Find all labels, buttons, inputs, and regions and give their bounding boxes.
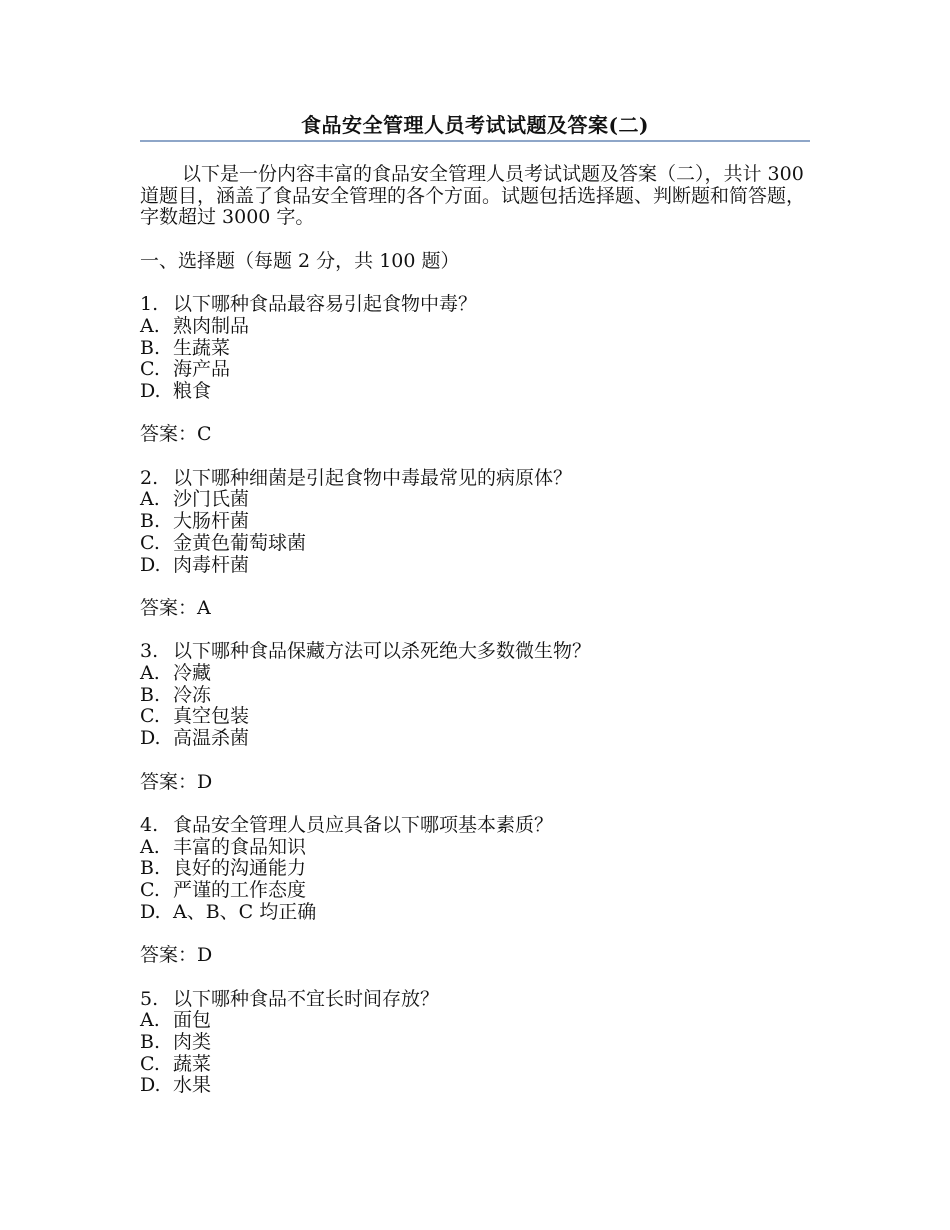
- option-list: [140, 663, 810, 750]
- option-text: 粮食: [173, 380, 212, 402]
- option-letter: A.: [140, 662, 160, 685]
- option-text: 冷藏: [173, 662, 212, 685]
- option-letter: A.: [140, 488, 160, 511]
- option-text: 金黄色葡萄球菌: [173, 531, 307, 554]
- answer-label: 答案：: [140, 770, 198, 793]
- option-item: [140, 511, 810, 533]
- option-letter: D.: [140, 1074, 161, 1097]
- option-item: [140, 706, 810, 728]
- question-number: 5.: [140, 987, 159, 1010]
- title-underline: [140, 140, 810, 142]
- option-letter: B.: [140, 510, 161, 533]
- question-text: 以下哪种细菌是引起食物中毒最常见的病原体？: [173, 466, 573, 489]
- option-letter: C.: [140, 879, 160, 902]
- option-text: 生蔬菜: [173, 336, 231, 359]
- option-letter: C.: [140, 531, 160, 554]
- section-heading: 一、选择题（每题 2 分，共 100 题）: [140, 249, 460, 272]
- option-item: [140, 837, 810, 859]
- option-item: [140, 728, 810, 750]
- answer-value: D: [197, 944, 213, 967]
- question-item: [140, 815, 810, 967]
- option-letter: D.: [140, 900, 161, 923]
- question-item: [140, 468, 810, 620]
- question-stem: [140, 641, 810, 663]
- question-number: 4.: [140, 813, 159, 836]
- option-item: [140, 316, 810, 338]
- option-letter: C.: [140, 358, 160, 381]
- option-text: 高温杀菌: [173, 727, 250, 750]
- option-item: [140, 489, 810, 511]
- answer-label: 答案：: [140, 596, 198, 619]
- option-item: [140, 858, 810, 880]
- option-list: [140, 316, 810, 403]
- page-title: 食品安全管理人员考试试题及答案(二): [301, 113, 649, 137]
- option-item: [140, 381, 810, 403]
- option-item: [140, 359, 810, 381]
- answer-line: [140, 598, 810, 620]
- option-text: 面包: [173, 1009, 212, 1032]
- answer-label: 答案：: [140, 423, 198, 446]
- answer-value: D: [197, 770, 213, 793]
- option-text: 海产品: [173, 358, 231, 381]
- option-item: [140, 880, 810, 902]
- question-stem: [140, 468, 810, 490]
- option-letter: B.: [140, 683, 161, 706]
- option-text: 肉毒杆菌: [173, 553, 250, 576]
- option-text: 良好的沟通能力: [173, 857, 307, 880]
- option-letter: A.: [140, 314, 160, 337]
- option-letter: B.: [140, 336, 161, 359]
- question-text: 以下哪种食品保藏方法可以杀死绝大多数微生物？: [173, 640, 592, 663]
- option-text: A、B、C 均正确: [173, 900, 317, 923]
- option-letter: D.: [140, 553, 161, 576]
- answer-value: A: [197, 596, 211, 619]
- option-text: 严谨的工作态度: [173, 879, 307, 902]
- option-letter: B.: [140, 857, 161, 880]
- option-letter: C.: [140, 1052, 160, 1075]
- option-letter: D.: [140, 727, 161, 750]
- option-item: [140, 685, 810, 707]
- question-number: 2.: [140, 466, 159, 489]
- question-number: 1.: [140, 293, 159, 316]
- option-letter: D.: [140, 380, 161, 402]
- question-text: 食品安全管理人员应具备以下哪项基本素质？: [173, 813, 554, 836]
- option-item: [140, 1075, 810, 1097]
- option-text: 大肠杆菌: [173, 510, 250, 533]
- question-list: [140, 294, 810, 1097]
- answer-line: [140, 772, 810, 794]
- question-number: 3.: [140, 640, 159, 663]
- option-text: 丰富的食品知识: [173, 835, 307, 858]
- option-text: 熟肉制品: [173, 314, 250, 337]
- question-stem: [140, 815, 810, 837]
- question-stem: [140, 294, 810, 316]
- document-body: [140, 164, 810, 1097]
- option-item: [140, 338, 810, 360]
- option-item: [140, 533, 810, 555]
- question-item: [140, 989, 810, 1098]
- option-text: 蔬菜: [173, 1052, 212, 1075]
- intro-paragraph: 以下是一份内容丰富的食品安全管理人员考试试题及答案（二），共计 300 道题目，涵盖了食品安全管理的各个方面。试题包括选择题、判断题和简答题，字数超过 3000 字。: [140, 163, 806, 229]
- answer-value: C: [197, 423, 212, 446]
- answer-line: [140, 424, 810, 446]
- option-item: [140, 663, 810, 685]
- option-text: 沙门氏菌: [173, 488, 250, 511]
- option-item: [140, 1010, 810, 1032]
- option-list: [140, 489, 810, 576]
- option-item: [140, 902, 810, 924]
- option-list: [140, 1010, 810, 1097]
- question-stem: [140, 989, 810, 1011]
- option-list: [140, 837, 810, 924]
- answer-line: [140, 945, 810, 967]
- question-text: 以下哪种食品最容易引起食物中毒？: [173, 293, 478, 316]
- option-text: 冷冻: [173, 683, 212, 706]
- option-item: [140, 555, 810, 577]
- answer-label: 答案：: [140, 944, 198, 967]
- option-letter: C.: [140, 705, 160, 728]
- option-letter: B.: [140, 1030, 161, 1053]
- question-item: [140, 641, 810, 793]
- option-item: [140, 1032, 810, 1054]
- option-text: 水果: [173, 1074, 212, 1097]
- option-text: 真空包装: [173, 705, 250, 728]
- option-letter: A.: [140, 835, 160, 858]
- question-text: 以下哪种食品不宜长时间存放？: [173, 987, 440, 1010]
- question-item: [140, 294, 810, 446]
- option-letter: A.: [140, 1009, 160, 1032]
- option-item: [140, 1054, 810, 1076]
- option-text: 肉类: [173, 1030, 212, 1053]
